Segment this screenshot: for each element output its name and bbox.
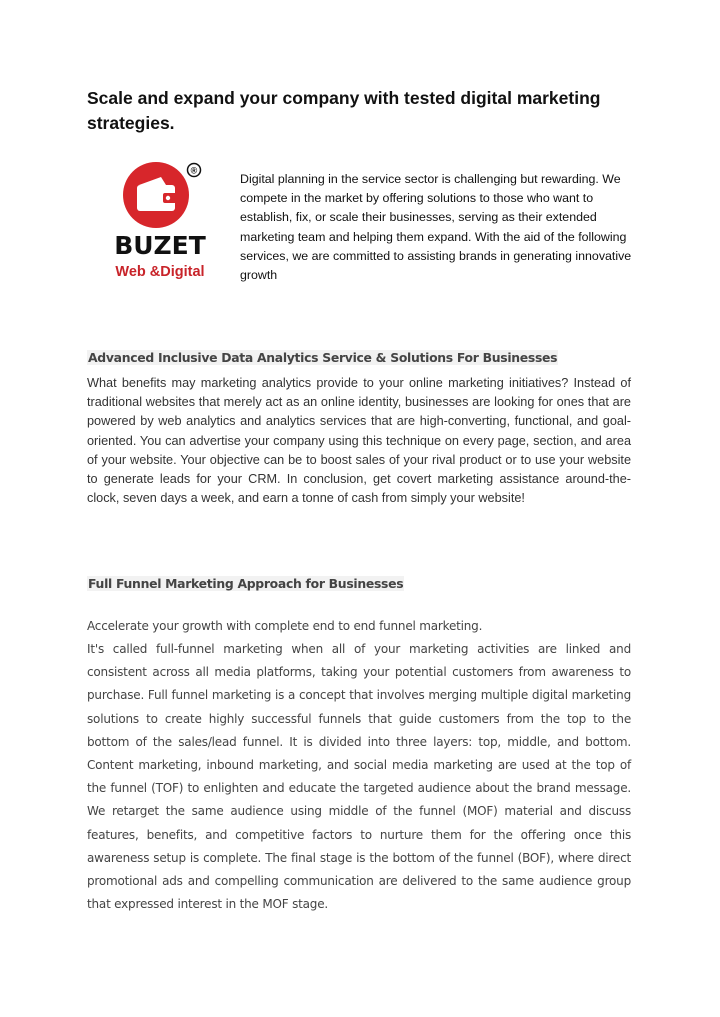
- section-heading-analytics-text: Advanced Inclusive Data Analytics Service & Solutions For Businesses: [88, 350, 558, 365]
- registered-mark: ®: [190, 165, 198, 176]
- section-heading-analytics: [87, 349, 558, 367]
- intro-paragraph: Digital planning in the service sector is challenging but rewarding. We compete in the market by offering solutions to those who want to establish, fix, or scale their businesses, serving as their extended marketing team and helping them expand. With the aid of the following services, we are committed to assisting brands in generating innovative growth: [240, 172, 632, 283]
- section-body-analytics: What benefits may marketing analytics provide to your online marketing initiatives? Instead of traditional websites that merely act as an online identity, businesses are looking for ones that are powered by web analytics and analytics services that are high-converting, functional, and goal-oriented. You can advertise your company using this technique on every page, section, and area of your website. Your objective can be to boost sales of your rival product or to use your website to generate leads for your CRM. In conclusion, get covert marketing assistance around-the-clock, seven days a week, and earn a tonne of cash from simply your website!: [87, 376, 631, 506]
- wallet-icon: [123, 162, 189, 228]
- brand-name: BUZET: [114, 231, 206, 260]
- logo-graphic: [103, 158, 219, 286]
- section-heading-funnel-text: Full Funnel Marketing Approach for Businesses: [88, 576, 404, 591]
- section-lead-funnel: Accelerate your growth with complete end to end funnel marketing.: [87, 619, 483, 633]
- section-heading-funnel: [87, 575, 404, 593]
- brand-tagline: Web &Digital: [115, 264, 205, 280]
- section-body-funnel: It's called full-funnel marketing when all of your marketing activities are linked and consistent across all media platforms, taking your potential customers from awareness to purchase. Full funnel marketing is a concept that involves merging multiple digital marketing solutions to create highly successful funnels that guide customers from the top to the bottom of the sales/lead funnel. It is divided into three layers: top, middle, and bottom. Content marketing, inbound marketing, and social media marketing are used at the top of the funnel (TOF) to enlighten and educate the targeted audience about the brand message. We retarget the same audience using middle of the funnel (MOF) material and discuss features, benefits, and competitive factors to nurture them for the offering once this awareness setup is complete. The final stage is the bottom of the funnel (BOF), where direct promotional ads and compelling communication are delivered to the same audience group that expressed interest in the MOF stage.: [87, 642, 631, 912]
- buzet-logo: [103, 158, 219, 286]
- page-title: Scale and expand your company with tested digital marketing strategies.: [87, 88, 601, 133]
